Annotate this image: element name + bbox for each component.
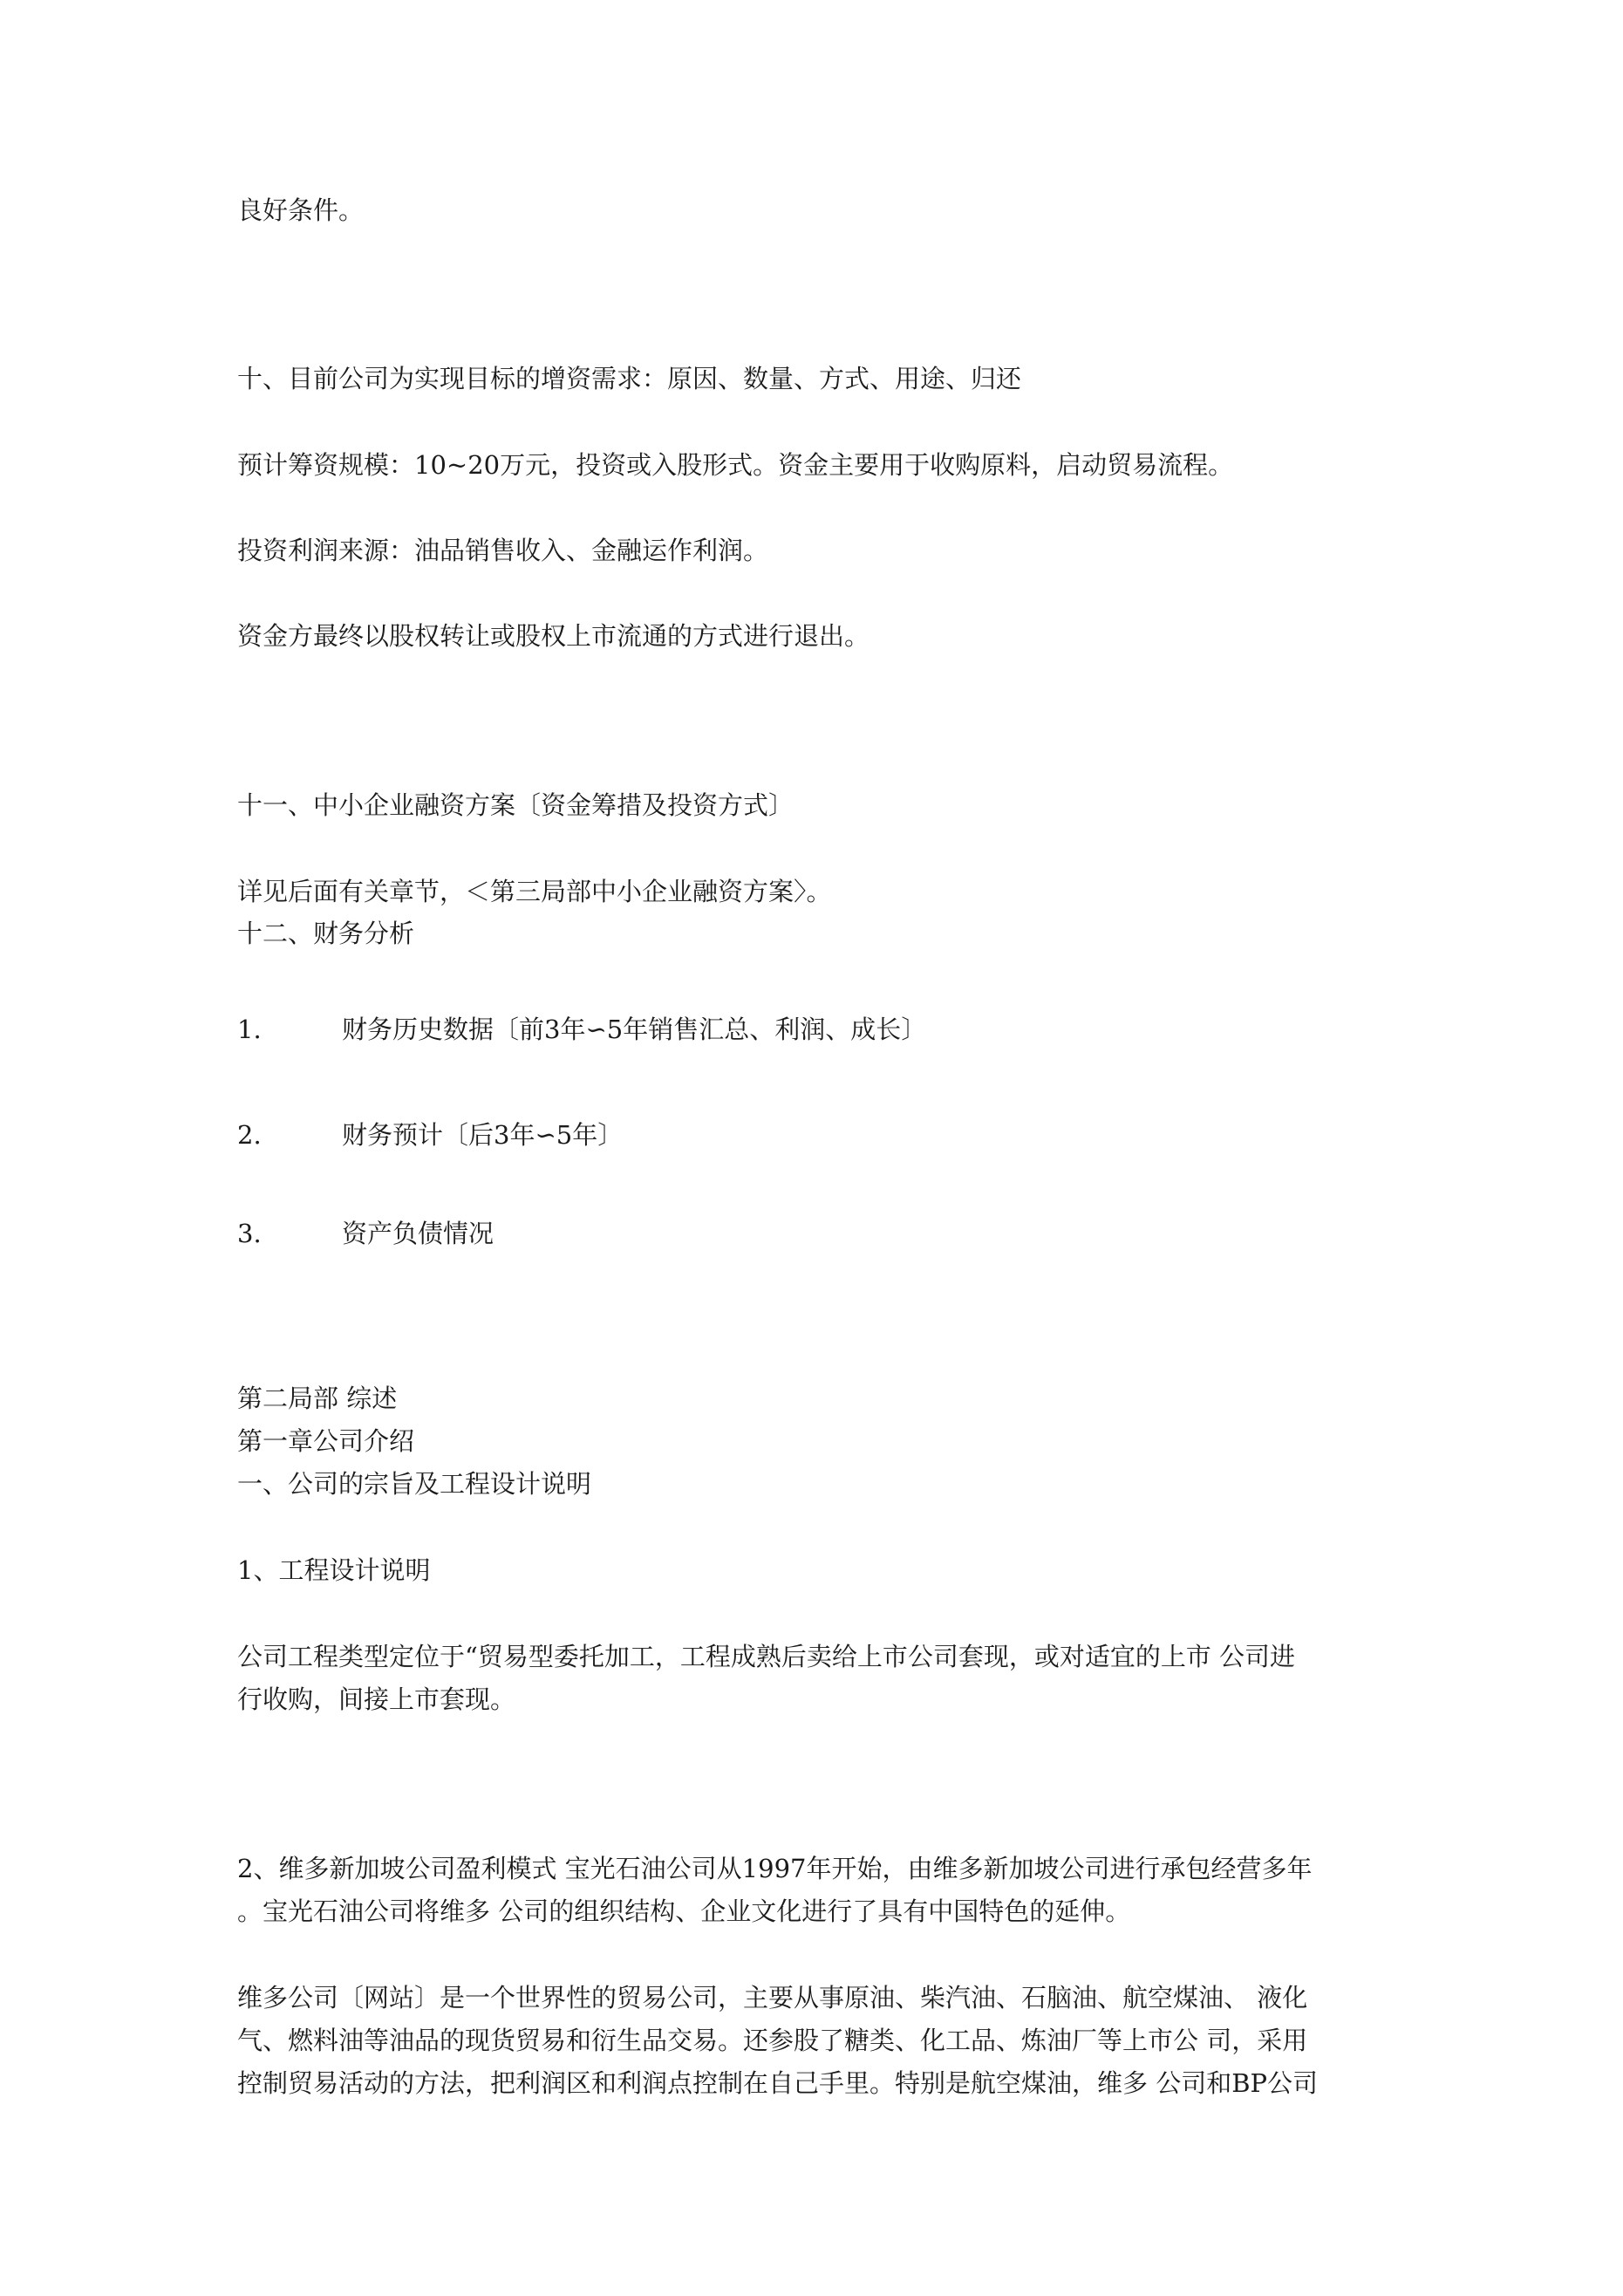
project-description-line-2: 行收购，间接上市套现。 [237,1684,516,1714]
vitol-model-line-1: 2、维多新加坡公司盈利模式 宝光石油公司从1997年开始，由维多新加坡公司进行承包经营多年 [237,1854,1313,1883]
section-1-heading: 一、公司的宗旨及工程设计说明 [237,1469,592,1499]
section-11-heading: 十一、中小企业融资方案〔资金筹措及投资方式〕 [237,790,794,820]
subsection-1-heading: 1、工程设计说明 [237,1555,431,1585]
list-item-number: 3. [237,1219,262,1248]
paragraph-profit-source: 投资利润来源：油品销售收入、金融运作利润。 [237,536,769,565]
section-12-heading: 十二、财务分析 [237,919,415,948]
part-2-heading: 第二局部 综述 [237,1384,398,1413]
vitol-company-line-3: 控制贸易活动的方法，把利润区和利润点控制在自己手里。特别是航空煤油，维多 公司和BP公司 [237,2068,1319,2098]
project-description-line-1: 公司工程类型定位于“贸易型委托加工，工程成熟后卖给上市公司套现，或对适宜的上市 公司进 [237,1642,1296,1671]
paragraph-financing-reference: 详见后面有关章节，＜第三局部中小企业融资方案〉。 [237,877,832,906]
paragraph-intro-end: 良好条件。 [237,195,365,225]
list-item-text: 财务历史数据〔前3年∽5年销售汇总、利润、成长〕 [342,1015,927,1044]
list-item-text: 财务预计〔后3年∽5年〕 [342,1120,624,1150]
list-item-number: 1. [237,1015,262,1044]
paragraph-exit-method: 资金方最终以股权转让或股权上市流通的方式进行退出。 [237,621,870,651]
list-item-text: 资产负债情况 [342,1219,494,1248]
section-10-heading: 十、目前公司为实现目标的增资需求：原因、数量、方式、用途、归还 [237,364,1022,393]
vitol-company-line-2: 气、燃料油等油品的现货贸易和衍生品交易。还参股了糖类、化工品、炼油厂等上市公 司，采用 [237,2026,1308,2055]
vitol-model-line-2: 。宝光石油公司将维多 公司的组织结构、企业文化进行了具有中国特色的延伸。 [237,1896,1131,1926]
chapter-1-heading: 第一章公司介绍 [237,1426,415,1456]
vitol-company-line-1: 维多公司〔网站〕是一个世界性的贸易公司，主要从事原油、柴汽油、石脑油、航空煤油、 液化 [237,1983,1308,2012]
list-item-number: 2. [237,1120,262,1150]
paragraph-funding-scale: 预计筹资规模：10~20万元，投资或入股形式。资金主要用于收购原料，启动贸易流程。 [237,450,1234,480]
